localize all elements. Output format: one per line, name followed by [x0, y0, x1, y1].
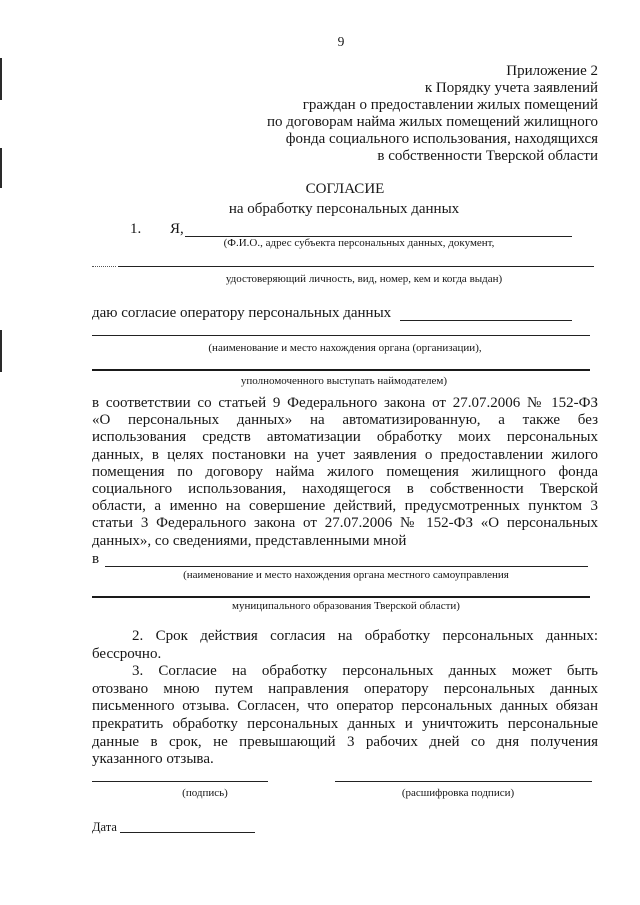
municipality-underline-2	[92, 596, 590, 598]
operator-label: даю согласие оператору персональных данных	[92, 305, 392, 321]
purpose-line: помещения по договору найма жилого помещения жилищного фонда	[92, 463, 598, 480]
fio-caption: (Ф.И.О., адрес субъекта персональных данных, документ,	[223, 237, 495, 249]
municipality-caption-2: муниципального образования Тверской области)	[232, 600, 460, 612]
withdrawal-line: указанного отзыва.	[92, 751, 214, 768]
page-number: 9	[337, 34, 345, 49]
purpose-line: «О персональных данных» на автоматизированную, а также без	[92, 412, 598, 429]
scan-edge-mark	[0, 148, 2, 188]
signature-decode-caption: (расшифровка подписи)	[401, 787, 515, 799]
purpose-line: социального использования, находящегося в собственности Тверской	[92, 480, 598, 497]
purpose-line: данных, в целях постановки на учет заявления о предоставлении жилого	[92, 446, 598, 463]
signature-decode-line	[335, 781, 592, 782]
purpose-line: данных», со сведениями, представленными мной	[92, 532, 407, 549]
dotted-lead	[92, 266, 116, 267]
operator-underline	[400, 320, 572, 321]
term-line: 2. Срок действия согласия на обработку персональных данных:	[132, 628, 598, 644]
purpose-line: области, а именно на совершение действий, предусмотренных пунктом 3	[92, 498, 598, 515]
appendix-line: по договорам найма жилых помещений жилищного	[267, 114, 598, 130]
document-title: СОГЛАСИЕ	[305, 181, 385, 197]
appendix-header	[267, 63, 598, 165]
appendix-line: в собственности Тверской области	[377, 148, 598, 164]
signature-line	[92, 781, 268, 782]
municipality-caption: (наименование и место нахождения органа местного самоуправления	[183, 569, 509, 581]
municipality-prefix: в	[92, 551, 100, 567]
scan-edge-mark	[0, 58, 2, 100]
scan-edge-mark	[0, 330, 2, 372]
document-caption: удостоверяющий личность, вид, номер, кем и когда выдан)	[225, 273, 503, 285]
withdrawal-line: письменного отзыва. Согласен, что оператор персональных данных обязан	[92, 698, 598, 715]
item-number: 1.	[130, 221, 142, 237]
appendix-line: к Порядку учета заявлений	[424, 80, 598, 96]
applicant-pronoun: Я,	[170, 221, 184, 237]
appendix-line: фонда социального использования, находящихся	[285, 131, 598, 147]
operator-underline-2	[92, 335, 590, 336]
term-line: бессрочно.	[92, 645, 162, 662]
operator-caption-2: уполномоченного выступать наймодателем)	[240, 375, 448, 387]
purpose-line: использования средств автоматизации обработку моих персональных	[92, 429, 598, 446]
withdrawal-line: прекратить обработку персональных данных и уничтожить персональные	[92, 715, 598, 732]
document-underline	[118, 266, 594, 267]
document-subtitle: на обработку персональных данных	[228, 201, 460, 217]
municipality-underline	[105, 566, 588, 567]
withdrawal-line: отозвано мною путем направления оператору персональных данных	[92, 680, 598, 697]
operator-underline-3	[92, 369, 590, 371]
terms-paragraphs	[92, 628, 598, 769]
operator-caption: (наименование и место нахождения органа (организации),	[208, 342, 482, 354]
appendix-line: Приложение 2	[506, 63, 598, 79]
appendix-line: граждан о предоставлении жилых помещений	[302, 97, 598, 113]
signature-caption: (подпись)	[182, 787, 228, 799]
date-underline	[120, 832, 255, 833]
purpose-line: в соответствии со статьей 9 Федерального закона от 27.07.2006 № 152-ФЗ	[92, 395, 598, 411]
withdrawal-line: данные в срок, не превышающий 3 рабочих дней со дня получения	[92, 733, 598, 750]
date-label: Дата	[92, 820, 117, 834]
withdrawal-line: 3. Согласие на обработку персональных данных может быть	[132, 663, 598, 680]
purpose-paragraph	[92, 395, 598, 550]
purpose-line: статьи 3 Федерального закона от 27.07.2006 № 152-ФЗ «О персональных	[92, 515, 598, 532]
